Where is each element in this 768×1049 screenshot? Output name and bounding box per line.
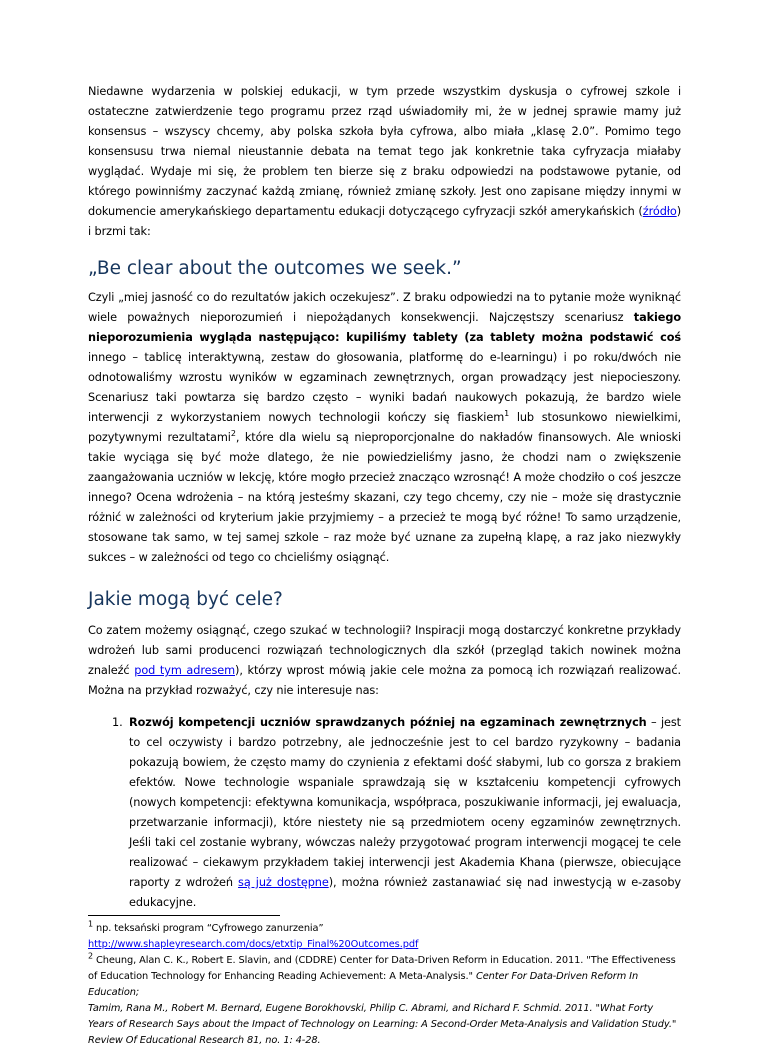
footnote-ref-2: 2 — [230, 429, 236, 439]
quote-heading: „Be clear about the outcomes we seek.” — [88, 258, 462, 279]
list-item — [112, 713, 681, 913]
footnote-1: $^1$ np. teksański program “Cyfrowego zanurzenia” — [88, 919, 324, 934]
footnote-1-url-link[interactable]: http://www.shapleyresearch.com/docs/etxtip_Final%20Outcomes.pdf — [88, 939, 419, 950]
footnote-2-continued: Tamim, Rana M., Robert M. Bernard, Eugene Borokhovski, Philip C. Abrami, and Richard F. Schmid. 2011. "What Forty Years of Research Says about the Impact of Technology on Learning: A Second-Order Meta-Analysis and Validation Study." Review Of Educational Research 81, no. 1: 4-28. — [88, 1003, 677, 1046]
footnote-mark-1: 1 — [88, 919, 93, 929]
goals-paragraph: Co zatem możemy osiągnąć, czego szukać w technologii? Inspiracji mogą dostarczyć konkretne przykłady wdrożeń lub sami producenci rozwiązań technologicznych dla szkół (przegląd takich nowinek można znaleźć pod tym adresem), którzy wprost mówią jakie cele można za pomocą ich rozwiązań realizować. Można na przykład rozważyć, czy nie interesuje nas: — [88, 624, 681, 697]
goals-list — [88, 713, 681, 913]
footnote-mark-2: 2 — [88, 951, 93, 961]
list-item-bold-title: Rozwój kompetencji uczniów sprawdzanych później na egzaminach zewnętrznych — [129, 716, 647, 729]
scenario-bold-text: takiego nieporozumienia wygląda następująco: kupiliśmy tablety (za tablety można podstawić coś — [88, 311, 681, 344]
list-item-text: Rozwój kompetencji uczniów sprawdzanych później na egzaminach zewnętrznych – jest to cel oczywisty i bardzo potrzebny, ale jednocześnie jest to cel bardzo ryzykowny – badania pokazują bowiem, że często mamy do czynienia z efektami dość słabymi, lub co gorsza z brakiem efektów. Nowe technologie wspaniale sprawdzają się w kształceniu kompetencji cyfrowych (nowych kompetencji: efektywna komunikacja, współpraca, poszukiwanie informacji, jej ewaluacja, przetwarzanie informacji), które niestety nie są przedmiotem oceny egzaminów zewnętrznych. Jeśli taki cel zostanie wybrany, wówczas należy przygotować program interwencji mogącej te cele realizować – ciekawym przykładem takiej interwencji jest Akademia Khana (pierwsze, obiecujące raporty z wdrożeń są już dostępne), można również zastanawiać się nad inwestycją w e-zasoby edukacyjne. — [129, 716, 681, 909]
intro-paragraph: Niedawne wydarzenia w polskiej edukacji, w tym przede wszystkim dyskusja o cyfrowej szkole i ostateczne zatwierdzenie tego programu przez rząd uświadomiły mi, że w jednej sprawie mamy już konsensus – wszyscy chcemy, aby polska szkoła była cyfrowa, albo miała „klasę 2.0”. Pomimo tego konsensusu trwa niemal nieustannie debata na temat tego jak konkretnie taka cyfryzacja miałaby wyglądać. Wydaje mi się, że problem ten bierze się z braku odpowiedzi na podstawowe pytanie, od którego powinniśmy zaczynać każdą zmianę, również zmianę szkoły. Jest ono zapisane między innymi w dokumencie amerykańskiego departamentu edukacji dotyczącego cyfryzacji szkół amerykańskich (źródło) i brzmi tak: — [88, 85, 681, 238]
list-item-number: 1. — [112, 716, 123, 729]
footnotes — [88, 921, 681, 1049]
section-heading-goals: Jakie mogą być cele? — [88, 589, 283, 610]
footnote-2: $^2$ Cheung, Alan C. K., Robert E. Slavin, and (CDDRE) Center for Data-Driven Reform in Education. 2011. "The Effectiveness of Education Technology for Enhancing Reading Achievement: A Meta-Analysis." Center For Data-Driven Reform In Education; — [88, 951, 676, 998]
footnote-separator — [88, 915, 280, 916]
scenario-paragraph: Czyli „miej jasność co do rezultatów jakich oczekujesz”. Z braku odpowiedzi na to pytanie może wyniknąć wiele poważnych nieporozumień i niepożądanych konsekwencji. Najczęstszy scenariusz takiego nieporozumienia wygląda następująco: kupiliśmy tablety (za tablety można podstawić coś innego – tablicę interaktywną, zestaw do głosowania, platformę do e-learningu) i po roku/dwóch nie odnotowaliśmy wzrostu wyników w egzaminach zewnętrznych, organ prowadzący jest niepocieszony. Scenariusz taki powtarza się bardzo często – wyniki badań naukowych pokazują, że bardzo wiele interwencji z wykorzystaniem nowych technologii kończy się fiaskiem$^1$ lub stosunkowo niewielkimi, pozytywnymi rezultatami$^2$, które dla wielu są nieproporcjonalne do nakładów finansowych. Ale wnioski takie wyciąga się być może dlatego, że nie powiedzieliśmy jasno, że chodzi nam o zwiększenie zaangażowania uczniów w lekcję, które mogło przecież znacząco wzrosnąć! A może chodziło o coś jeszcze innego? Ocena wdrożenia – na którą jesteśmy skazani, czy tego chcemy, czy nie – może się drastycznie różnić w zależności od kryterium jakie przyjmiemy – a przecież te mogą być różne! To samo urządzenie, stosowane tak samo, w tej samej szkole – raz może być uznane za zupełną klapę, a raz jako niezwykły sukces – w zależności od tego co chcieliśmy osiągnąć. — [88, 291, 682, 564]
source-link[interactable]: źródło — [642, 205, 677, 218]
address-link[interactable]: pod tym adresem — [134, 664, 236, 677]
reports-link[interactable]: są już dostępne — [238, 876, 329, 889]
document-page — [88, 82, 681, 1049]
footnote-ref-1: 1 — [504, 409, 510, 419]
